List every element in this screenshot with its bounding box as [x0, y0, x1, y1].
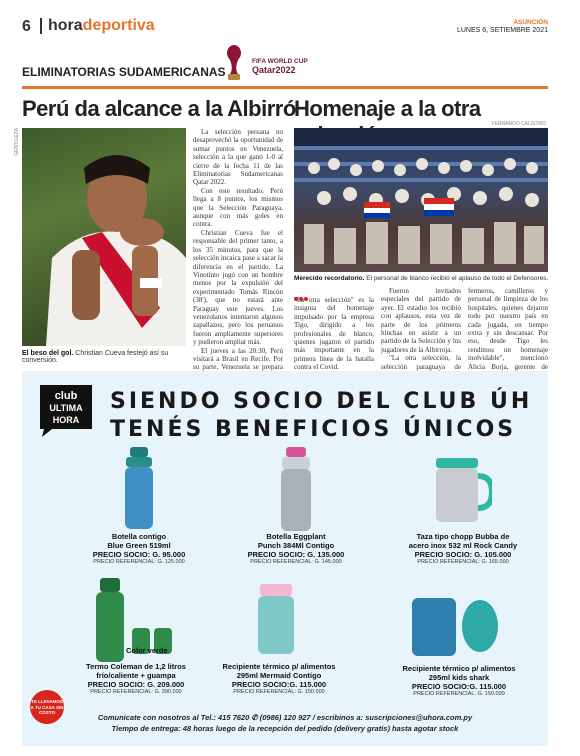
- section-title: ELIMINATORIAS SUDAMERICANAS: [22, 65, 226, 79]
- product-price: PRECIO SOCIO:G. 115.000: [411, 682, 507, 691]
- article2-caption-bold: Merecido recordatorio.: [294, 275, 365, 282]
- article1-paragraph: Con este resultado, Perú llega a 8 puntos, los mismos que la Selección Paraguaya, aunque con más goles en contra.: [193, 186, 283, 229]
- product-name: 295ml kids shark: [428, 673, 490, 682]
- product-name: 295ml Mermaid Contigo: [236, 671, 322, 680]
- player-kiss-illustration: [22, 128, 186, 346]
- article2-photo: [294, 128, 548, 272]
- product-ref-price: PRECIO REFERENCIAL: G. 145.000: [250, 559, 342, 565]
- product-name: frío/caliente + guampa: [96, 671, 176, 680]
- article1-paragraph: Christian Cueva fue el responsable del primer tanto, a los 35 minutos, para que la selección incaica pase a sacar la diferencia en el partido. La Vinotinto jugó con un hombre menos por la expulsión del experimentado Tomás Rincón (38'), que no estará ante Paraguay este jueves. Los venezolanos intentaron algunos zapallazos, pero los peruanos fueron ampliamente superiores y pudieron ampliar más.: [193, 228, 283, 347]
- product-name: acero inox 532 ml Rock Candy: [408, 541, 518, 550]
- bubba-mug-icon: [432, 458, 492, 522]
- product-name: Termo Coleman de 1,2 litros: [86, 662, 186, 671]
- stadium-crowd-illustration: [294, 128, 548, 272]
- product-ref-price: PRECIO REFERENCIAL: G. 150.000: [233, 689, 325, 695]
- article1-headline: Perú da alcance a la Albirró: [22, 96, 296, 121]
- product-color-label: Color verde: [126, 646, 168, 655]
- wc-line2: Qatar2022: [252, 65, 296, 75]
- ad-headline-line1: SIENDO SOCIO DEL CLUB ÚH: [110, 389, 533, 414]
- section-brand: [48, 17, 155, 35]
- logo-line3: HORA: [52, 415, 80, 425]
- article1-caption: [22, 350, 192, 364]
- product-card: [66, 662, 206, 695]
- product-price: PRECIO SOCIO: G. 209.000: [87, 680, 185, 689]
- ad-headline: [110, 388, 532, 444]
- article2-caption: [294, 275, 554, 282]
- product-ref-price: PRECIO REFERENCIAL: G. 390.000: [90, 689, 182, 695]
- article2-col3: [468, 287, 548, 371]
- ad-contact: [22, 712, 548, 734]
- world-cup-trophy-icon: [224, 44, 244, 82]
- product-ref-price: PRECIO REFERENCIAL: G. 125.000: [93, 559, 185, 565]
- article2-photo-credit: FERNANDO CALISTRO: [491, 121, 546, 127]
- product-ref-price: PRECIO REFERENCIAL: G. 165.000: [417, 559, 509, 565]
- club-ultima-hora-logo: [38, 383, 94, 439]
- header-date: LUNES 6, SETIEMBRE 2021: [456, 27, 548, 34]
- contact-line1: Comunicate con nosotros al Tel.: 415 7620 ✆ (0986) 120 927 / escribinos a: suscripciones@uhora.com.py: [97, 713, 473, 722]
- product-card: [204, 662, 354, 695]
- product-card: [384, 664, 534, 697]
- blue-green-bottle-icon: [120, 447, 158, 529]
- article1-caption-bold: El beso del gol.: [22, 350, 74, 357]
- page-header: [0, 0, 580, 42]
- mermaid-food-jar-icon: [256, 584, 296, 654]
- eggplant-bottle-icon: [276, 447, 316, 531]
- world-cup-label: [252, 58, 308, 74]
- article1-caption-text: Christian Cueva festejó así su conversión.: [22, 350, 169, 364]
- article2-col2: [381, 287, 461, 371]
- brand-part2: deportiva: [82, 17, 155, 34]
- free-delivery-badge: TE LLEVAMOS A TU CASA SIN COSTO: [30, 690, 64, 724]
- product-price: PRECIO SOCIO:G. 115.000: [231, 680, 327, 689]
- product-price: PRECIO SOCIO: G. 95.000: [92, 550, 186, 559]
- article2-headline: Homenaje a la otra: [294, 96, 481, 121]
- product-card: [226, 532, 366, 565]
- page-number: 6: [22, 18, 31, 35]
- header-location: ASUNCIÓN: [513, 19, 548, 26]
- product-name: Recipiente térmico p/ alimentos: [222, 662, 336, 671]
- article1-body: [193, 128, 283, 372]
- article2-paragraph: "La otra selección" es la insignia del homenaje impulsado por la empresa Tigo, dirigido a los profesionales de blanco, quienes jugaron el partido más importante en la primera línea de la batalla contra el Covid.: [294, 296, 374, 372]
- product-card: [74, 532, 204, 565]
- article2-col1: [294, 296, 374, 372]
- article1-paragraph: La selección peruana no desaprovechó la oportunidad de sumar puntos en Venezuela, selección a la que ganó 1-0 al cierre de la fecha 11 de las Eliminatorias Sudamericanas Qatar 2022.: [193, 128, 283, 187]
- logo-line2: ULTIMA: [49, 403, 83, 413]
- product-card: [388, 532, 538, 565]
- article2-paragraph: Fueron invitados especiales del partido de ayer. El estadio los recibió con aplausos, esta vez de parte de los primeros hinchas en asistir a un partido de la Selección y los jugadores de la Albirroja.: [381, 287, 461, 354]
- logo-line1: club: [54, 390, 78, 402]
- product-name: Taza tipo chopp Bubba de: [416, 532, 510, 541]
- product-price: PRECIO SOCIO: G. 135.000: [247, 550, 345, 559]
- header-divider: [40, 18, 42, 34]
- article1-photo: [22, 128, 186, 346]
- product-name: Recipiente térmico p/ alimentos: [402, 664, 516, 673]
- section-orange-line: [22, 86, 548, 89]
- contact-line2: Tiempo de entrega: 48 horas luego de la recepción del pedido (delivery gratis) hasta agotar stock: [111, 724, 459, 733]
- product-name: Blue Green 519ml: [107, 541, 171, 550]
- article1-photo-credit: GENTILEZA: [14, 128, 20, 156]
- product-name: Punch 384Ml Contigo: [257, 541, 335, 550]
- product-name: Botella contigo: [111, 532, 167, 541]
- product-ref-price: PRECIO REFERENCIAL: G. 150.000: [413, 691, 505, 697]
- product-price: PRECIO SOCIO: G. 105.000: [414, 550, 512, 559]
- brand-part1: hora: [48, 17, 83, 34]
- product-name: Botella Eggplant: [266, 532, 326, 541]
- article2-paragraph: "La otra selección, la selección paraguaya de: [381, 354, 461, 371]
- shark-food-jar-icon: [408, 592, 500, 656]
- article2-paragraph: fermeros, camilleros y personal de limpieza de los hospitales, quienes dejaron todo por nuestro país en cada jugada, en tiempo extra y sin descansar. Por eso, desde Tigo les rendimos un homenaje inolvidable", mencionó Alicia Borja, gerente de: [468, 287, 548, 371]
- article1-paragraph: El jueves a las 20:30, Perú visitará a Brasil en Recife. Por su parte, Venezuela se prepara: [193, 346, 283, 372]
- ad-headline-line2: TENÉS BENEFICIOS ÚNICOS: [110, 417, 517, 442]
- article2-caption-text: El personal de blanco recibió el aplauso de todo el Defensores.: [364, 275, 549, 282]
- wc-line1: FIFA WORLD CUP: [252, 58, 308, 65]
